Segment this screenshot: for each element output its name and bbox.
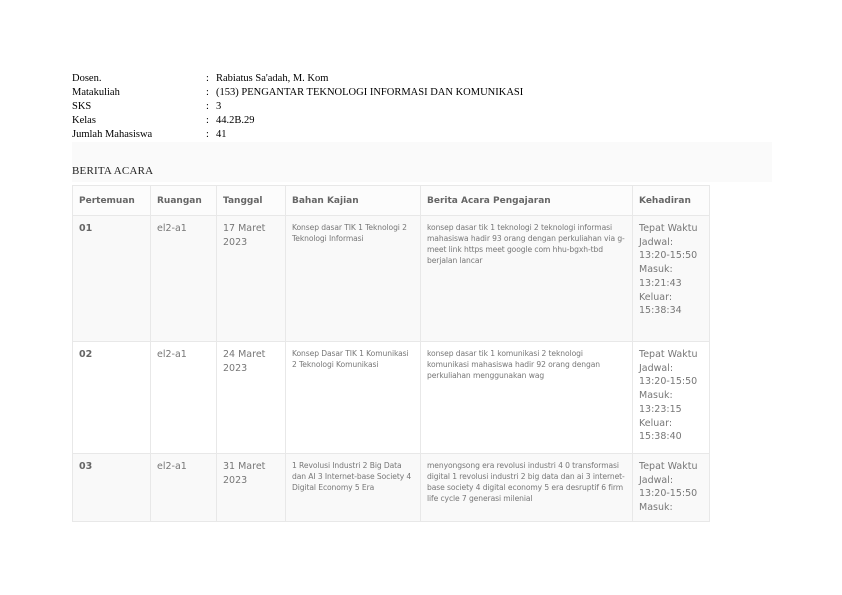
kelas-value: 44.2B.29: [216, 115, 255, 126]
cell-bahan-kajian: Konsep Dasar TIK 1 Komunikasi 2 Teknologi Komunikasi: [286, 342, 421, 454]
info-row-sks: [72, 100, 523, 114]
sks-value: 3: [216, 101, 222, 112]
header-berita-acara: Berita Acara Pengajaran: [421, 186, 633, 216]
info-row-kelas: [72, 114, 523, 128]
cell-bahan-kajian: 1 Revolusi Industri 2 Big Data dan AI 3 Internet-base Society 4 Digital Economy 5 Era: [286, 454, 421, 522]
matakuliah-value: (153) PENGANTAR TEKNOLOGI INFORMASI DAN KOMUNIKASI: [216, 87, 524, 98]
cell-bahan-kajian: Konsep dasar TIK 1 Teknologi 2 Teknologi Informasi: [286, 216, 421, 342]
kehadiran-masuk: Masuk: 13:23:15: [639, 390, 682, 415]
kehadiran-status: Tepat Waktu: [639, 461, 698, 472]
cell-ruangan: el2-a1: [151, 342, 217, 454]
header-pertemuan: Pertemuan: [73, 186, 151, 216]
cell-berita-acara: konsep dasar tik 1 komunikasi 2 teknologi komunikasi mahasiswa hadir 92 orang dengan perkuliahan menggunakan wag: [421, 342, 633, 454]
cell-pertemuan: 03: [73, 454, 151, 522]
cell-pertemuan: 02: [73, 342, 151, 454]
table-header-row: [73, 186, 710, 216]
cell-berita-acara: konsep dasar tik 1 teknologi 2 teknologi informasi mahasiswa hadir 93 orang dengan perkuliahan via g-meet link https meet google com hhu-bgxh-tbd berjalan lancar: [421, 216, 633, 342]
kehadiran-status: Tepat Waktu: [639, 349, 698, 360]
info-row-dosen: [72, 72, 523, 86]
header-ruangan: Ruangan: [151, 186, 217, 216]
dosen-value: Rabiatus Sa'adah, M. Kom: [216, 73, 329, 84]
separator: :: [206, 129, 209, 140]
cell-kehadiran: [633, 342, 710, 454]
dosen-label: Dosen.: [72, 73, 102, 84]
sks-label: SKS: [72, 101, 92, 112]
info-row-matakuliah: [72, 86, 523, 100]
kehadiran-jadwal: Jadwal: 13:20-15:50: [639, 362, 698, 388]
course-info: [72, 72, 523, 142]
kehadiran-jadwal: Jadwal: 13:20-15:50: [639, 236, 698, 262]
cell-ruangan: el2-a1: [151, 454, 217, 522]
table-row: [73, 216, 710, 342]
jumlah-mahasiswa-value: 41: [216, 129, 227, 140]
table-row: [73, 454, 710, 522]
info-row-jumlah-mahasiswa: [72, 128, 523, 142]
kehadiran-status: Tepat Waktu: [639, 223, 698, 234]
separator: :: [206, 115, 209, 126]
cell-pertemuan: 01: [73, 216, 151, 342]
section-band: [72, 142, 772, 182]
separator: :: [206, 101, 209, 112]
kehadiran-masuk: Masuk:: [639, 502, 673, 514]
section-title: BERITA ACARA: [72, 165, 154, 177]
cell-tanggal: 17 Maret 2023: [217, 216, 286, 342]
table-row: [73, 342, 710, 454]
berita-acara-table: [72, 185, 710, 522]
cell-kehadiran: [633, 216, 710, 342]
kelas-label: Kelas: [72, 115, 96, 126]
kehadiran-jadwal: Jadwal: 13:20-15:50: [639, 474, 698, 500]
cell-tanggal: 31 Maret 2023: [217, 454, 286, 522]
separator: :: [206, 87, 209, 98]
header-tanggal: Tanggal: [217, 186, 286, 216]
jumlah-mahasiswa-label: Jumlah Mahasiswa: [72, 129, 153, 140]
kehadiran-keluar: Keluar: 15:38:34: [639, 291, 682, 317]
header-kehadiran: Kehadiran: [633, 186, 710, 216]
cell-kehadiran: [633, 454, 710, 522]
separator: :: [206, 73, 209, 84]
matakuliah-label: Matakuliah: [72, 87, 120, 98]
cell-tanggal: 24 Maret 2023: [217, 342, 286, 454]
header-bahan-kajian: Bahan Kajian: [286, 186, 421, 216]
kehadiran-masuk: Masuk: 13:21:43: [639, 264, 682, 289]
kehadiran-keluar: Keluar: 15:38:40: [639, 417, 682, 443]
cell-berita-acara: menyongsong era revolusi industri 4 0 transformasi digital 1 revolusi industri 2 big data dan ai 3 internet-base society 4 digital economy 5 era desruptif 6 firm life cycle 7 generasi milenial: [421, 454, 633, 522]
cell-ruangan: el2-a1: [151, 216, 217, 342]
